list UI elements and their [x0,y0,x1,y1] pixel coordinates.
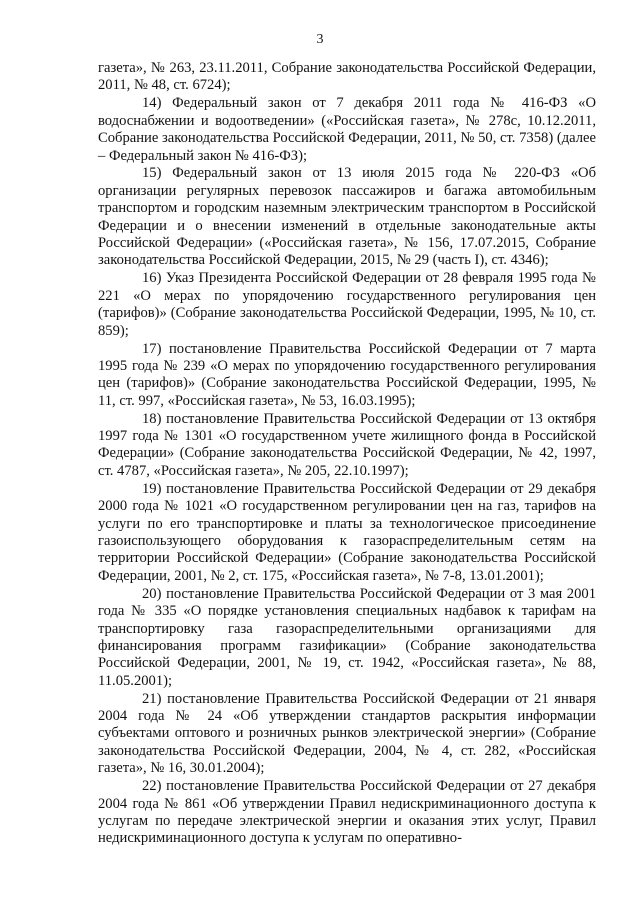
page-number: 3 [316,32,324,47]
list-item-17: 17) постановление Правительства Российской Федерации от 7 марта 1995 года № 239 «О мерах по упорядочению государственного регулирования цен (тарифов)» (Собрание законодательства Российской Федерации, 1995, № 11, ст. 997, «Российская газета», № 53, 16.03.1995); [98,340,596,409]
list-item-15: 15) Федеральный закон от 13 июля 2015 года № 220-ФЗ «Об организации регулярных перевозок пассажиров и багажа автомобильным транспортом и городским наземным электрическим транспортом в Российской Федерации и о внесении изменений в отдельные законодательные акты Российской Федерации» («Российская газета», № 156, 17.07.2015, Собрание законодательства Российской Федерации, 2015, № 29 (часть I), ст. 4346); [98,165,596,269]
list-item-19: 19) постановление Правительства Российской Федерации от 29 декабря 2000 года № 1021 «О государственном регулировании цен на газ, тарифов на услуги по его транспортировке и платы за технологическое присоединение газоиспользующего оборудования к газораспределительным сетям на территории Российской Федерации» (Собрание законодательства Российской Федерации, 2001, № 2, ст. 175, «Российская газета», № 7-8, 13.01.2001); [98,480,596,584]
paragraph-continuation: газета», № 263, 23.11.2011, Собрание законодательства Российской Федерации, 2011, № 48, ст. 6724); [98,60,596,94]
list-item-21: 21) постановление Правительства Российской Федерации от 21 января 2004 года № 24 «Об утверждении стандартов раскрытия информации субъектами оптового и розничных рынков электрической энергии» (Собрание законодательства Российской Федерации, 2004, № 4, ст. 282, «Российская газета», № 16, 30.01.2004); [98,690,596,777]
list-item-22: 22) постановление Правительства Российской Федерации от 27 декабря 2004 года № 861 «Об утверждении Правил недискриминационного доступа к услугам по передаче электрической энергии и оказания этих услуг, Правил недискриминационного доступа к услугам по оперативно- [98,778,596,847]
list-item-16: 16) Указ Президента Российской Федерации от 28 февраля 1995 года № 221 «О мерах по упорядочению государственного регулирования цен (тарифов)» (Собрание законодательства Российской Федерации, 1995, № 10, ст. 859); [98,270,596,339]
list-item-18: 18) постановление Правительства Российской Федерации от 13 октября 1997 года № 1301 «О государственном учете жилищного фонда в Российской Федерации» (Собрание законодательства Российской Федерации, № 42, 1997, ст. 4787, «Российская газета», № 205, 22.10.1997); [98,410,596,479]
document-body [98,60,596,848]
list-item-20: 20) постановление Правительства Российской Федерации от 3 мая 2001 года № 335 «О порядке установления специальных надбавок к тарифам на транспортировку газа газораспределительными организациями для финансирования программ газификации» (Собрание законодательства Российской Федерации, 2001, № 19, ст. 1942, «Российская газета», № 88, 11.05.2001); [98,585,596,689]
list-item-14: 14) Федеральный закон от 7 декабря 2011 года № 416-ФЗ «О водоснабжении и водоотведении» («Российская газета», № 278с, 10.12.2011, Собрание законодательства Российской Федерации, 2011, № 50, ст. 7358) (далее – Федеральный закон № 416-ФЗ); [98,95,596,164]
